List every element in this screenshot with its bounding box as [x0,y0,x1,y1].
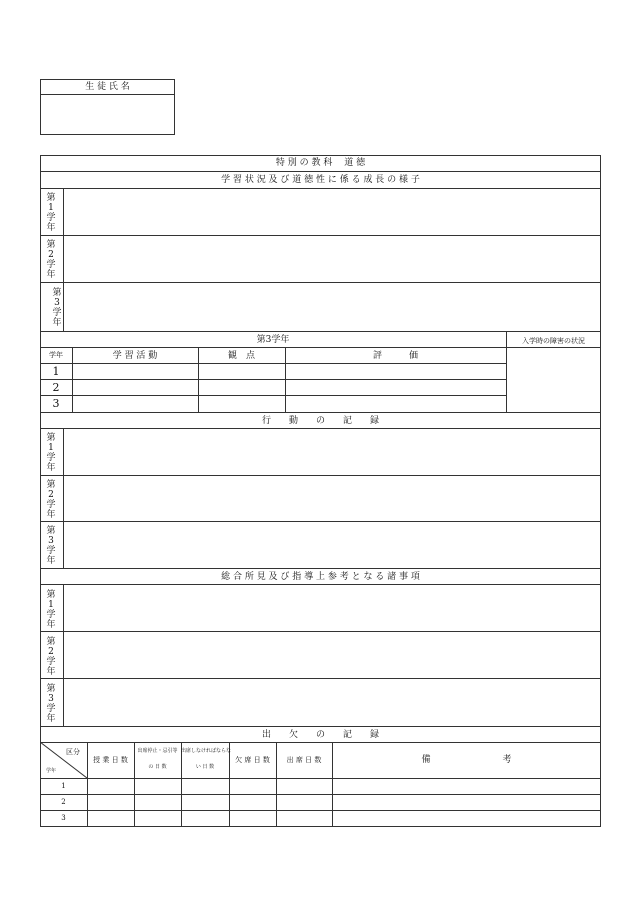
attendance-header-class-days: 授 業 日 数 [93,756,128,764]
activities-row-2-label: 2 [52,381,60,394]
activities-header-viewpoint: 観 点 [227,351,255,361]
activities-section-title: 第3学年 [256,335,290,345]
behavior-row-2-label: 第2学年 [46,480,56,520]
attendance-header-must-attend-top: 出席しなければならな [181,748,232,754]
attendance-header-suspension-bottom: の 日 数 [148,764,167,770]
moral-row-3-field[interactable] [64,283,600,330]
attendance-row-1-label: 1 [61,782,66,790]
findings-row-1-field[interactable] [64,585,600,630]
findings-row-3-field[interactable] [64,679,600,725]
findings-row-2-label: 第2学年 [46,637,56,677]
attendance-title: 出 欠 の 記 録 [261,730,379,740]
moral-row-1-field[interactable] [64,189,600,234]
attendance-header-absent-days: 欠 席 日 数 [235,756,270,764]
activities-row-3-label: 3 [52,397,60,410]
attendance-row-3-label: 3 [61,814,66,822]
activities-row-1-label: 1 [52,365,60,378]
moral-title: 特 別 の 教 科 道 徳 [275,158,366,168]
moral-subtitle: 学 習 状 況 及 び 道 徳 性 に 係 る 成 長 の 様 子 [221,175,420,185]
findings-row-3-label: 第3学年 [46,684,56,724]
student-name-field[interactable] [41,95,174,134]
attendance-corner-category: 区分 [66,748,80,756]
moral-row-1-label: 第1学年 [46,193,56,233]
moral-row-2-label: 第2学年 [46,240,56,280]
attendance-header-must-attend-bottom: い 日 数 [195,764,215,770]
attendance-row-2-label: 2 [61,798,66,806]
attendance-header-suspension-top: 出席停止・忌引等 [137,748,178,754]
entrance-status-label: 入学時の障害の状況 [522,337,585,345]
behavior-row-2-field[interactable] [64,476,600,520]
attendance-corner-grade: 学年 [46,768,57,774]
attendance-header-remarks: 備 考 [421,755,512,765]
behavior-title: 行 動 の 記 録 [261,416,379,426]
activities-header-evaluation: 評 価 [372,351,418,361]
behavior-row-3-label: 第3学年 [46,526,56,566]
behavior-row-3-field[interactable] [64,522,600,567]
findings-row-2-field[interactable] [64,632,600,677]
behavior-row-1-field[interactable] [64,429,600,474]
behavior-row-1-label: 第1学年 [46,433,56,473]
findings-title: 総 合 所 見 及 び 指 導 上 参 考 と な る 諸 事 項 [221,572,420,582]
attendance-header-present-days: 出 席 日 数 [286,756,322,764]
moral-row-3-label: 第3学年 [52,288,62,328]
activities-header-grade: 学年 [49,351,63,359]
activities-header-activity: 学 習 活 動 [112,351,158,361]
findings-row-1-label: 第1学年 [46,590,56,630]
student-name-label: 生 徒 氏 名 [85,82,130,92]
entrance-status-field[interactable] [507,348,600,411]
moral-row-2-field[interactable] [64,236,600,281]
